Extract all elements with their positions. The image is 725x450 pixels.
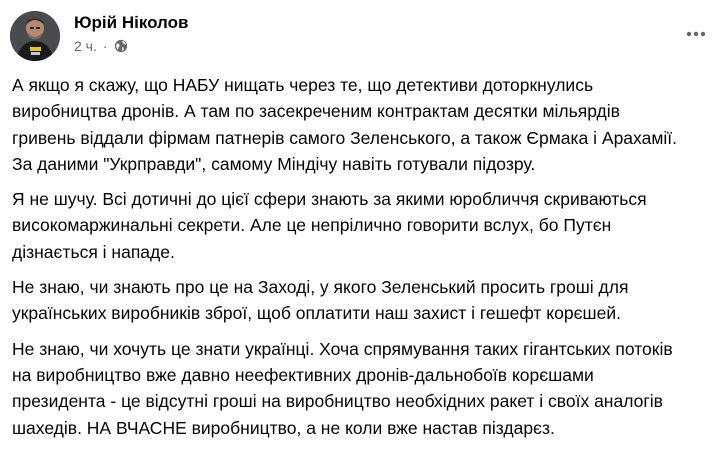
avatar-image (10, 11, 60, 61)
post-paragraph-2: Я не шучу. Всі дотичні до цієї сфери знають за якими юробличчя скриваються високомаржинальні секрети. Але це непрілично говорити вслух, бо Путєн дізнається і нападе. (12, 189, 647, 262)
avatar[interactable] (10, 11, 60, 61)
post-paragraph-3: Не знаю, чи знають про це на Заході, у якого Зеленський просить гроші для українських виробників зброї, щоб оплатити наш захист і гешефт корєшей. (12, 277, 629, 324)
more-horizontal-icon (686, 31, 706, 37)
post-body (12, 72, 717, 450)
separator-dot: · (102, 38, 108, 54)
globe-icon[interactable] (114, 39, 128, 53)
post-paragraph-4: Не знаю, чи хочуть це знати українці. Хоча спрямування таких гігантських потоків на виробництво вже давно неефективних дронів-дальнобоїв корєшами президента - це відсутні гроші на виробництво необхідних ракет і своїх аналогів шахедів. НА ВЧАСНЕ виробництво, а не коли вже настав піздарєз. (12, 338, 673, 438)
more-options-button[interactable] (681, 19, 711, 49)
post-header (10, 9, 715, 61)
author-name[interactable]: Юрій Ніколов (74, 13, 189, 32)
post-paragraph-1: А якщо я скажу, що НАБУ нищать через те, що детективи доторкнулись виробництва дронів. А там по засекреченим контрактам десятки мільярдів гривень віддали фірмам патнерів самого Зеленського, а також Єрмака і Арахамії. За даними "Укрправди", самому Міндічу навіть готували підозру. (12, 75, 677, 174)
post-time[interactable]: 2 ч. (74, 38, 97, 54)
post-subline (74, 37, 188, 55)
post-meta (74, 12, 188, 55)
